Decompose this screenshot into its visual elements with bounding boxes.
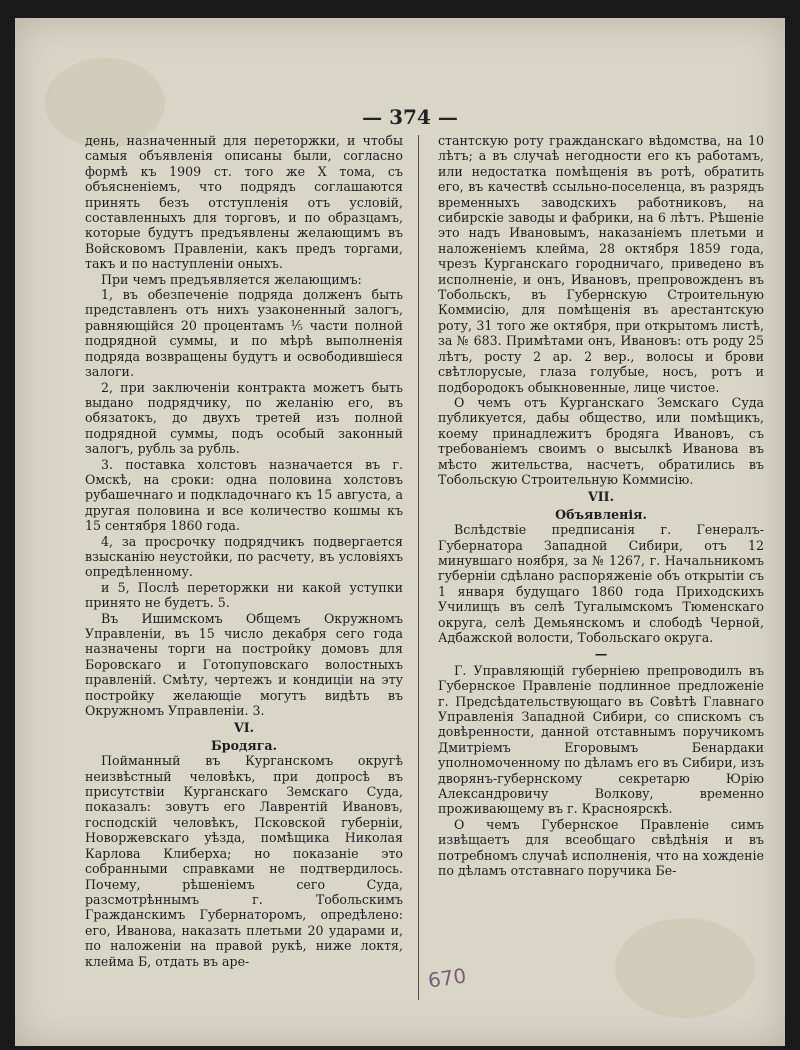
paragraph: день, назначенный для переторжки, и чтобы самыя объявленія описаны были, согласно формѣ къ 1909 ст. того же X тома, съ объясненіемъ, что подрядъ соглашаются принять безъ отступленія отъ условій, составленныхъ для торговъ, и по образцамъ, которые будутъ предъявлены желающимъ въ Войсковомъ Правленіи, какъ предъ торгами, такъ и по наступленіи оныхъ.	[85, 133, 403, 272]
paragraph: 1, въ обезпеченіе подряда долженъ быть представленъ отъ нихъ узаконенный залогъ, равняющійся 20 процентамъ ⅕ части полной подрядной суммы, и по мѣрѣ выполненія подряда возвращены будутъ и освободившіеся залоги.	[85, 287, 403, 380]
left-column	[85, 133, 403, 969]
section-title: Объявленія.	[555, 506, 647, 522]
paragraph: 2, при заключеніи контракта можетъ быть выдано подрядчику, по желанію его, въ обязатокъ, до двухъ третей изъ полной подрядной суммы, подъ особый законный залогъ, рубль за рубль.	[85, 379, 403, 457]
paragraph: Пойманный въ Курганскомъ округѣ неизвѣстный человѣкъ, при допросѣ въ присутствіи Курганскаго Земскаго Суда, показалъ: зовутъ его Лаврентій Ивановъ, господскій человѣкъ, Псковской губерніи, Новоржевскаго уѣзда, помѣщика Николая Карлова Клиберха; но показаніе это собранными справками не подтвердилось. Почему, рѣшеніемъ сего Суда, разсмотрѣннымъ г. Тобольскимъ Гражданскимъ Губернаторомъ, опредѣлено: его, Иванова, наказать плетьми 20 ударами и, по наложеніи на правой рукѣ, ниже локтя, клейма Б, отдать въ аре-	[85, 753, 403, 969]
paragraph: О чемъ Губернское Правленіе симъ извѣщаетъ для всеобщаго свѣдѣнія и въ потребномъ случаѣ исполненія, что на хожденіе по дѣламъ отставнаго поручика Бе-	[438, 816, 764, 879]
paragraph: 3. поставка холстовъ назначается въ г. Омскѣ, на сроки: одна половина холстовъ рубашечнаго и подкладочнаго къ 15 августа, а другая половина и все количество кошмы къ 15 сентября 1860 года.	[85, 456, 403, 534]
paragraph: При чемъ предъявляется желающимъ:	[101, 271, 362, 287]
handwritten-page-number: 670	[426, 963, 468, 993]
paragraph: Г. Управляющій губерніею препроводилъ въ Губернское Правленіе подлинное предложеніе г. Предсѣдательствующаго въ Совѣтѣ Главнаго Управленія Западной Сибири, со спискомъ съ довѣренности, данной отставнымъ поручикомъ Дмитріемъ Егоровымъ Бенардаки уполномоченному по дѣламъ его въ Сибири, изъ дворянъ-губернскому секретарю Юрію Александровичу Волкову, временно проживающему въ г. Красноярскѣ.	[438, 662, 764, 817]
section-number: VI.	[233, 720, 255, 736]
page-number: — 374 —	[362, 105, 458, 129]
paragraph: 4, за просрочку подрядчикъ подвергается взысканію неустойки, по расчету, въ условіяхъ опредѣленному.	[85, 533, 403, 580]
right-column	[438, 133, 764, 879]
paragraph: Въ Ишимскомъ Общемъ Окружномъ Управленіи, въ 15 число декабря сего года назначены торги на постройку домовъ для Боровскаго и Готопуповскаго волостныхъ правленій. Смѣту, чертежъ и кондиціи на эту постройку желающіе могутъ видѣть въ Окружномъ Управленіи. 3.	[85, 610, 403, 719]
paragraph: О чемъ отъ Курганскаго Земскаго Суда публикуется, дабы общество, или помѣщикъ, коему принадлежитъ бродяга Ивановъ, съ требованіемъ своимъ о высылкѣ Иванова въ мѣсто жительства, насчетъ, обратились въ Тобольскую Строительную Коммисію.	[438, 394, 764, 487]
paper-stain	[615, 918, 755, 1018]
section-title: Бродяга.	[211, 737, 277, 753]
paragraph: стантскую роту гражданскаго вѣдомства, на 10 лѣтъ; а въ случаѣ негодности его къ работамъ, или недостатка помѣщенія въ ротѣ, обратить его, въ качествѣ ссыльно-поселенца, въ разрядъ временныхъ заводскихъ работниковъ, на сибирскіе заводы и фабрики, на 6 лѣтъ. Рѣшеніе это надъ Ивановымъ, наказаніемъ плетьми и наложеніемъ клейма, 28 октября 1859 года, чрезъ Курганскаго городничаго, приведено въ исполненіе, и онъ, Ивановъ, препровожденъ въ Тобольскъ, въ Губернскую Строительную Коммисію, для помѣщенія въ арестантскую роту, 31 того же октября, при открытомъ листѣ, за № 683. Примѣтами онъ, Ивановъ: отъ роду 25 лѣтъ, росту 2 ар. 2 вер., волосы и брови свѣтлорусые, глаза голубые, носъ, ротъ и подбородокъ обыкновенные, лице чистое.	[438, 133, 764, 395]
separator: —	[594, 646, 608, 662]
paragraph: и 5, Послѣ переторжки ни какой уступки принято не будетъ. 5.	[85, 579, 403, 611]
section-number: VII.	[588, 489, 614, 505]
paragraph: Вслѣдствіе предписанія г. Генералъ-Губернатора Западной Сибири, отъ 12 минувшаго ноября, за № 1267, г. Начальникомъ губерніи сдѣлано распоряженіе объ открытіи съ 1 января будущаго 1860 года Приходскихъ Училищъ въ селѣ Тугалымскомъ Тюменскаго округа, селѣ Демьянскомъ и слободѣ Черной, Адбажской волости, Тобольскаго округа.	[438, 522, 764, 645]
column-divider	[418, 135, 419, 1000]
